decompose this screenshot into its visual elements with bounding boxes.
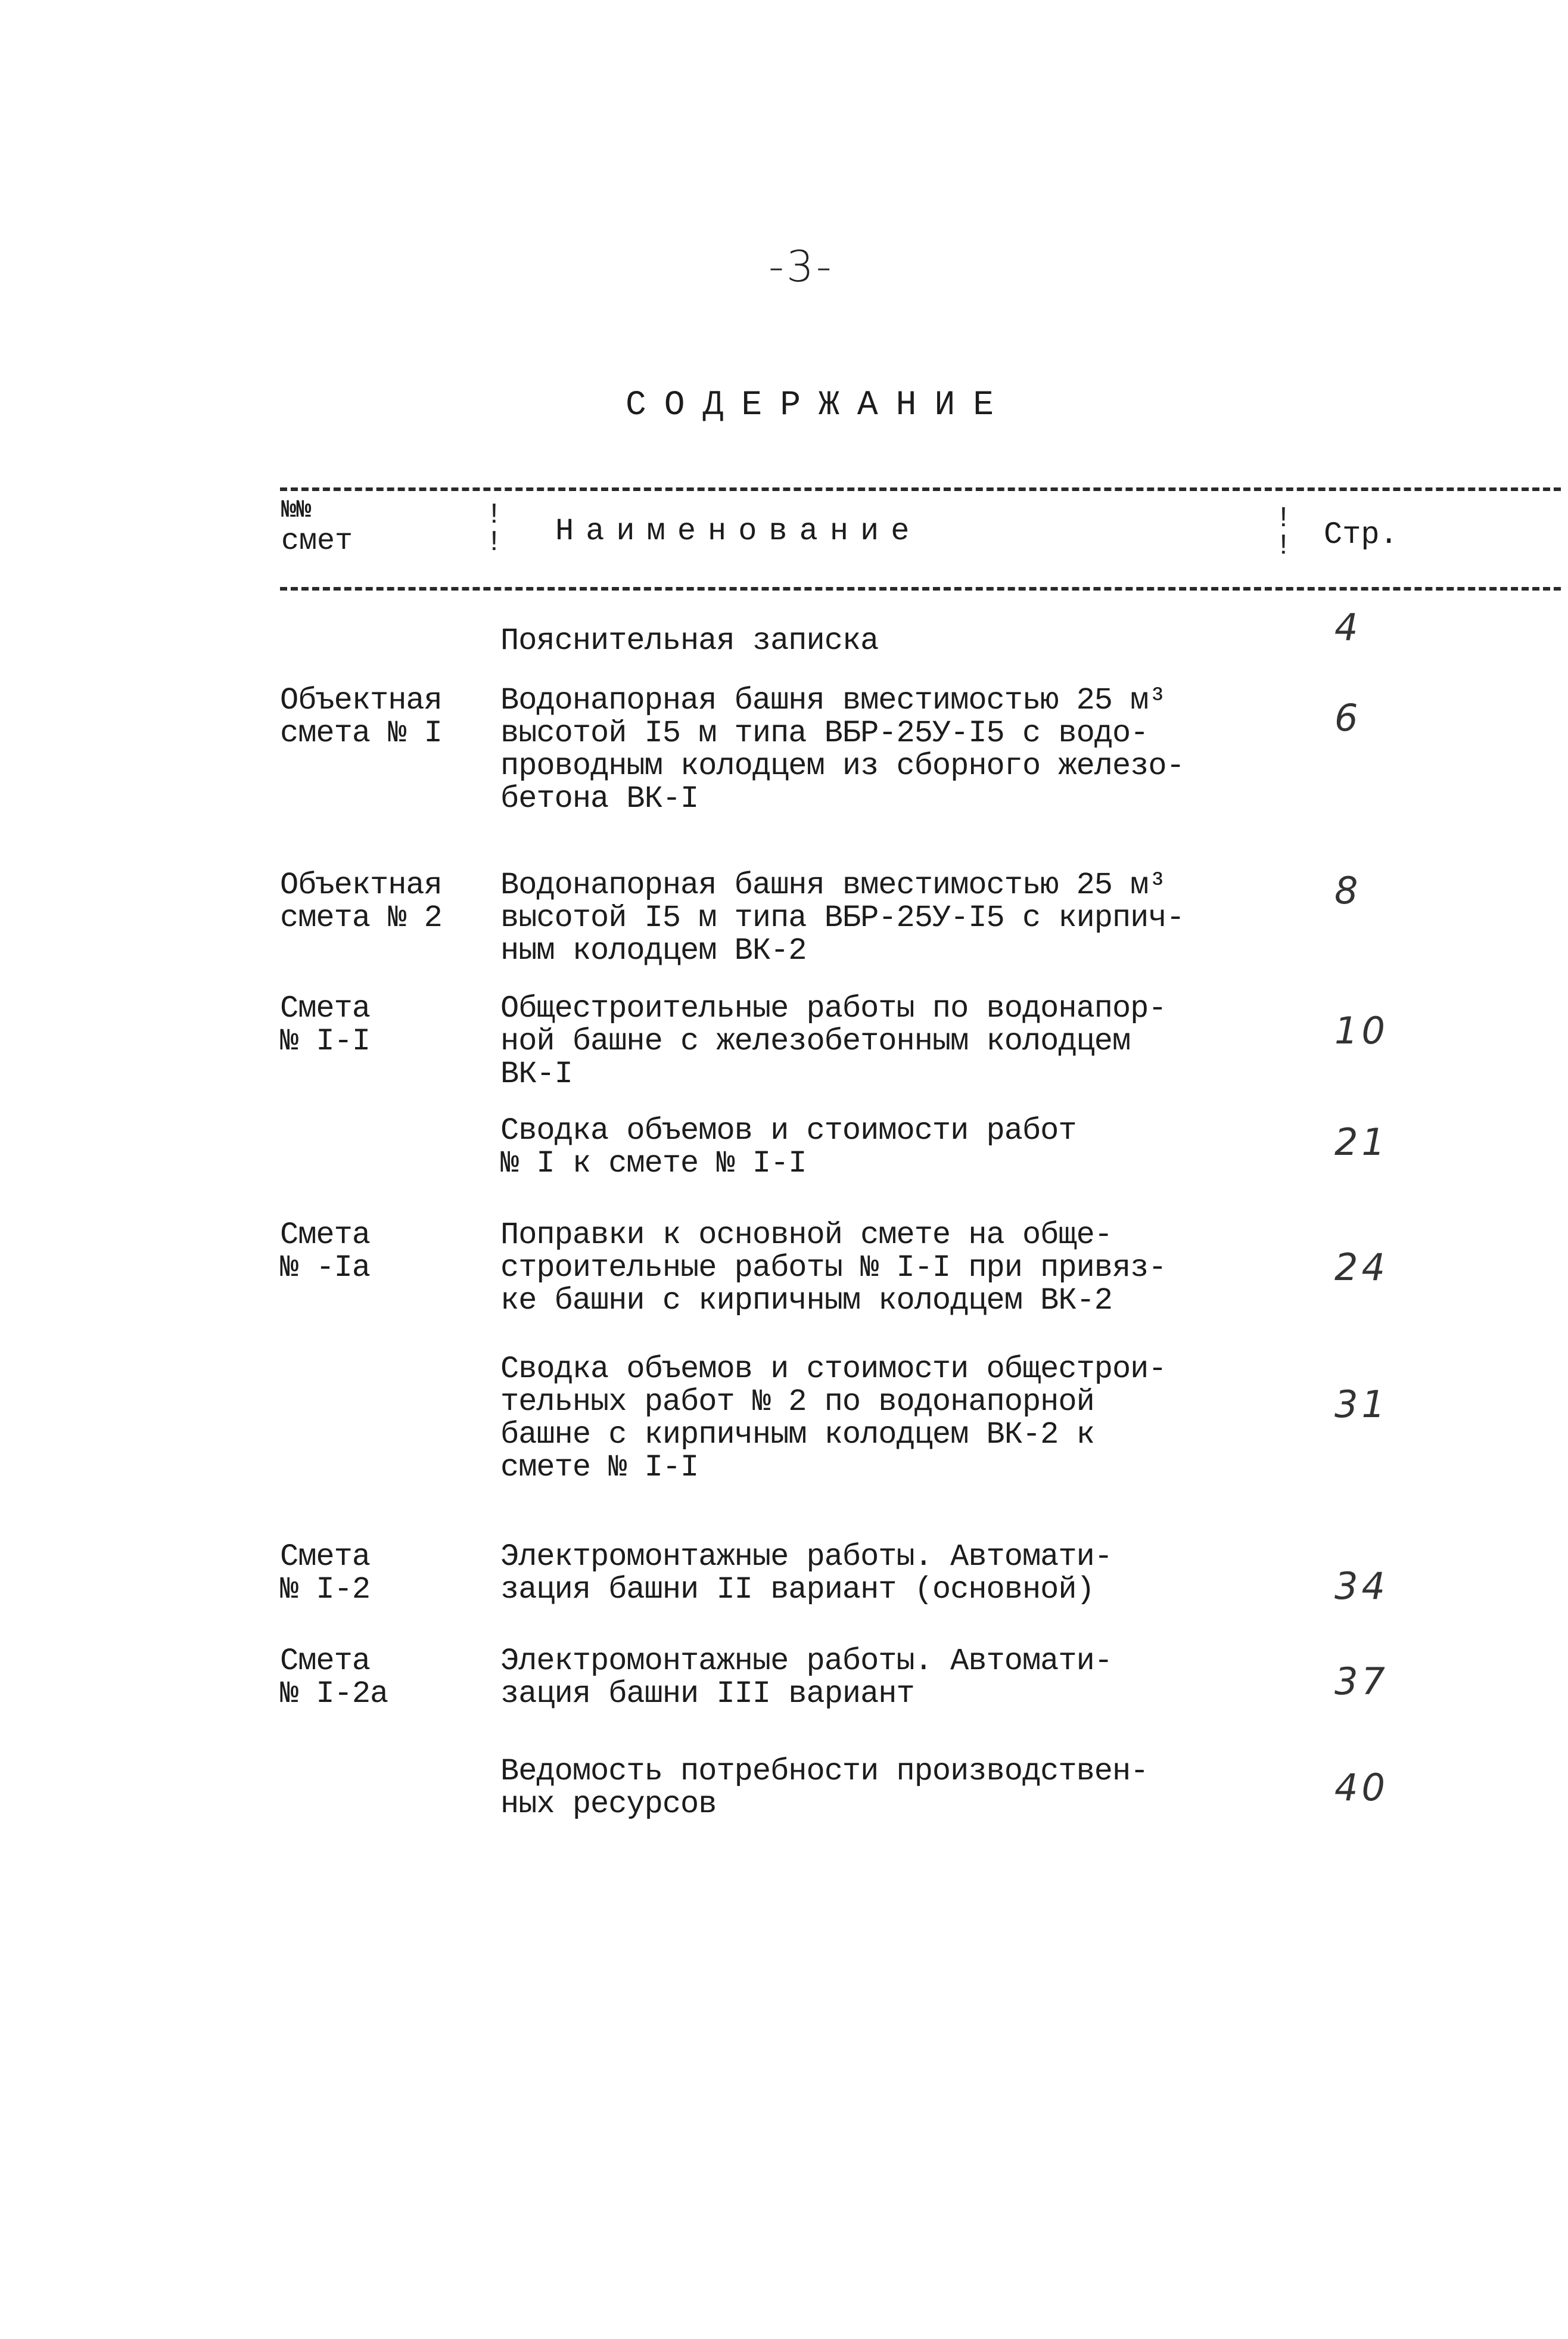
entry-page: 21: [1334, 1120, 1389, 1164]
entry-page: 8: [1334, 869, 1362, 912]
entry-estimate-label: Объектная смета № I: [280, 683, 442, 751]
entry-title: Водонапорная башня вместимостью 25 м³ высотой I5 м типа ВБР-25У-I5 с водо- проводным колодцем из сборного железо- бетона ВК-I: [500, 683, 1184, 816]
entry-title: Водонапорная башня вместимостью 25 м³ высотой I5 м типа ВБР-25У-I5 с кирпич- ным колодцем ВК-2: [500, 868, 1184, 968]
entry-estimate-label: Смета № I-2а: [280, 1644, 388, 1711]
entry-estimate-label: Смета № -Iа: [280, 1217, 371, 1285]
entry-page: 37: [1334, 1660, 1389, 1703]
entry-title: Сводка объемов и стоимости общестрои- тельных работ № 2 по водонапорной башне с кирпичным колодцем ВК-2 к смете № I-I: [500, 1352, 1166, 1485]
entry-page: 24: [1334, 1245, 1389, 1289]
entry-page: 6: [1334, 696, 1362, 740]
entry-estimate-label: Смета № I-2: [280, 1539, 371, 1607]
entry-title: Электромонтажные работы. Автомати- зация башни II вариант (основной): [500, 1539, 1112, 1607]
column-separator: ! !: [486, 499, 503, 559]
entry-page: 34: [1334, 1564, 1389, 1608]
header-number-label: №№: [281, 496, 312, 524]
entry-page: 4: [1334, 605, 1362, 649]
document-title: СОДЕРЖАНИЕ: [626, 386, 1012, 425]
entry-title: Общестроительные работы по водонапор- ной башне с железобетонным колодцем ВК-I: [500, 991, 1166, 1092]
page-number: -3-: [769, 241, 834, 291]
entry-estimate-label: Объектная смета № 2: [280, 868, 442, 936]
entry-estimate-label: Смета № I-I: [280, 991, 371, 1059]
entry-page: 40: [1334, 1766, 1389, 1809]
entry-title: Ведомость потребности производствен- ных ресурсов: [500, 1754, 1149, 1822]
entry-page: 31: [1334, 1383, 1389, 1426]
entry-title: Поправки к основной смете на обще- строительные работы № I-I при привяз- ке башни с кирпичным колодцем ВК-2: [500, 1217, 1166, 1318]
column-separator: ! !: [1275, 503, 1292, 563]
table-header-top-rule: [280, 487, 1561, 491]
entry-title: Сводка объемов и стоимости работ № I к смете № I-I: [500, 1113, 1077, 1181]
entry-title: Пояснительная записка: [500, 623, 879, 658]
entry-page: 10: [1334, 1009, 1389, 1052]
header-name-label: Наименование: [555, 514, 922, 549]
header-estimate-label: смет: [281, 524, 353, 558]
entry-title: Электромонтажные работы. Автомати- зация башни III вариант: [500, 1644, 1112, 1711]
header-page-label: Стр.: [1324, 517, 1398, 552]
table-header-bottom-rule: [280, 587, 1561, 591]
